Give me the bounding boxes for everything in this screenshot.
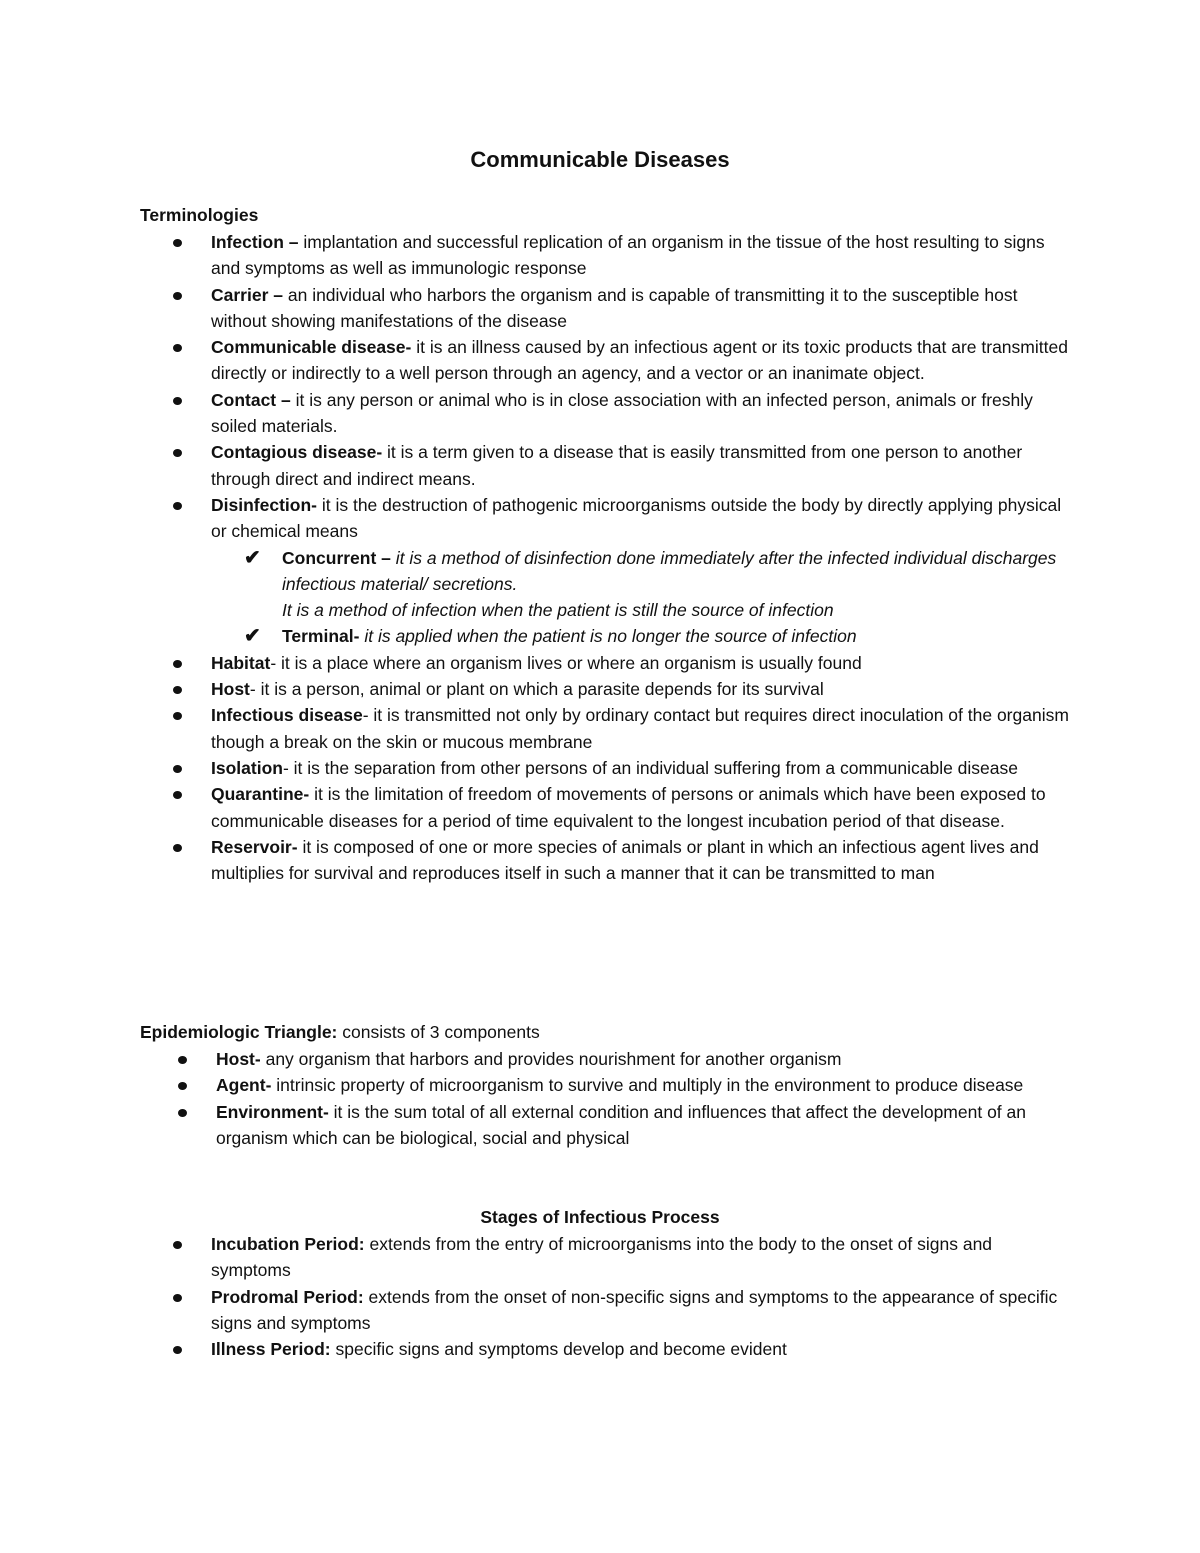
checkmark-icon: ✔ <box>244 625 261 648</box>
stages-list <box>211 1231 1071 1362</box>
bullet-icon <box>173 686 182 694</box>
bullet-icon <box>173 502 182 510</box>
list-item: Contagious disease- it is a term given to a disease that is easily transmitted from one person to another through direct and indirect means. <box>211 439 1071 492</box>
bullet-icon <box>178 1056 187 1064</box>
list-item: Host- it is a person, animal or plant on which a parasite depends for its survival <box>211 676 1071 702</box>
epidemiologic-intro: consists of 3 components <box>337 1022 540 1042</box>
list-item: Reservoir- it is composed of one or more species of animals or plant in which an infectious agent lives and multiplies for survival and reproduces itself in such a manner that it can be transmitted to man <box>211 834 1071 887</box>
epidemiologic-list <box>216 1046 1066 1151</box>
list-item: Environment- it is the sum total of all external condition and influences that affect the development of an organism which can be biological, social and physical <box>216 1099 1066 1152</box>
bullet-icon <box>173 344 182 352</box>
epidemiologic-heading: Epidemiologic Triangle: <box>140 1022 338 1042</box>
bullet-icon <box>173 1346 182 1354</box>
list-item: Disinfection- it is the destruction of pathogenic microorganisms outside the body by directly applying physical or chemical means <box>211 492 1071 545</box>
list-item: Carrier – an individual who harbors the organism and is capable of transmitting it to the susceptible host without showing manifestations of the disease <box>211 282 1071 335</box>
bullet-icon <box>173 239 182 247</box>
list-item: Infection – implantation and successful replication of an organism in the tissue of the host resulting to signs and symptoms as well as immunologic response <box>211 229 1071 282</box>
list-item: Habitat- it is a place where an organism lives or where an organism is usually found <box>211 650 1071 676</box>
list-item: Contact – it is any person or animal who is in close association with an infected person, animals or freshly soiled materials. <box>211 387 1071 440</box>
bullet-icon <box>178 1109 187 1117</box>
bullet-icon <box>173 844 182 852</box>
list-item: Prodromal Period: extends from the onset of non-specific signs and symptoms to the appearance of specific signs and symptoms <box>211 1284 1071 1337</box>
disinfection-subitem-note: It is a method of infection when the patient is still the source of infection <box>282 600 834 621</box>
document-title: Communicable Diseases <box>470 147 730 172</box>
bullet-icon <box>173 765 182 773</box>
disinfection-subitem: ✔ Terminal- it is applied when the patient is no longer the source of infection <box>282 623 1071 649</box>
checkmark-icon: ✔ <box>244 546 261 569</box>
bullet-icon <box>173 397 182 405</box>
list-item: Host- any organism that harbors and provides nourishment for another organism <box>216 1046 1066 1072</box>
bullet-icon <box>173 712 182 720</box>
list-item: Isolation- it is the separation from other persons of an individual suffering from a communicable disease <box>211 755 1071 781</box>
list-item: Illness Period: specific signs and symptoms develop and become evident <box>211 1336 1071 1362</box>
bullet-icon <box>178 1082 187 1090</box>
list-item: Quarantine- it is the limitation of freedom of movements of persons or animals which have been exposed to communicable diseases for a period of time equivalent to the longest incubation period of that disease. <box>211 781 1071 834</box>
stages-heading: Stages of Infectious Process <box>480 1207 720 1227</box>
bullet-icon <box>173 791 182 799</box>
bullet-icon <box>173 1241 182 1249</box>
bullet-icon <box>173 292 182 300</box>
list-item: Incubation Period: extends from the entry of microorganisms into the body to the onset of signs and symptoms <box>211 1231 1071 1284</box>
terminologies-list <box>211 229 1071 886</box>
bullet-icon <box>173 1294 182 1302</box>
disinfection-subitem: ✔ Concurrent – it is a method of disinfection done immediately after the infected individual discharges infectious material/ secretions. <box>244 546 1057 594</box>
terminologies-heading: Terminologies <box>140 205 259 225</box>
list-item: Agent- intrinsic property of microorganism to survive and multiply in the environment to produce disease <box>216 1072 1066 1098</box>
list-item: Infectious disease- it is transmitted not only by ordinary contact but requires direct inoculation of the organism though a break on the skin or mucous membrane <box>211 702 1071 755</box>
bullet-icon <box>173 660 182 668</box>
list-item: Communicable disease- it is an illness caused by an infectious agent or its toxic products that are transmitted directly or indirectly to a well person through an agency, and a vector or an inanimate object. <box>211 334 1071 387</box>
bullet-icon <box>173 449 182 457</box>
epidemiologic-heading-line <box>140 1019 1080 1045</box>
